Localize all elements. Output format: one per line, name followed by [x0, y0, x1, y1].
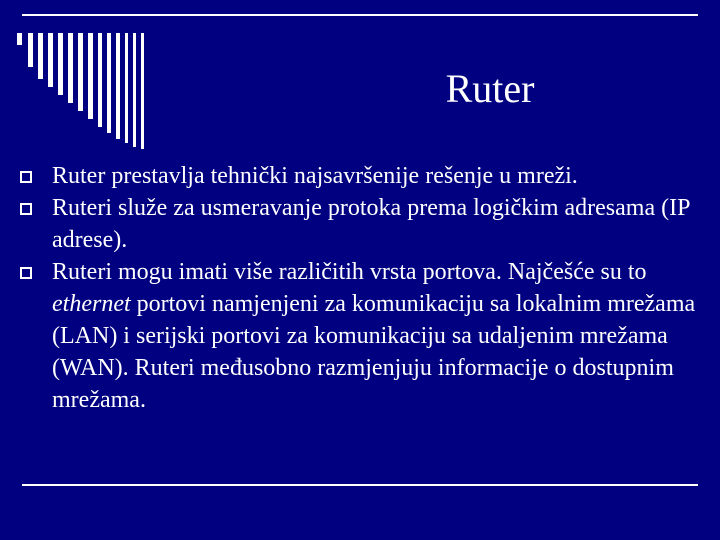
hollow-square-bullet-icon	[20, 171, 32, 183]
bullet-text-after: portovi namjenjeni za komunikaciju sa lokalnim mrežama (LAN) i serijski portovi za komunikaciju sa udaljenim mrežama (WAN). Ruteri međusobno razmjenjuju informacije o dostupnim mrežama.	[52, 291, 696, 413]
bullet-text: Ruter prestavlja tehnički najsavršenije rešenje u mreži.	[52, 163, 578, 189]
bullet-item	[18, 192, 698, 256]
top-rule	[22, 14, 698, 16]
bullet-list	[18, 160, 698, 416]
bottom-rule	[22, 484, 698, 486]
hollow-square-bullet-icon	[20, 267, 32, 279]
slide-title: Ruter	[445, 66, 535, 111]
hollow-square-bullet-icon	[20, 203, 32, 215]
vertical-stripes-decoration	[17, 33, 157, 149]
bullet-text-before: Ruteri mogu imati više različitih vrsta portova. Najčešće su to	[52, 259, 647, 285]
bullet-text: Ruteri služe za usmeravanje protoka prema logičkim adresama (IP adrese).	[52, 195, 690, 253]
bullet-item	[18, 160, 698, 192]
bullet-text-emphasis: ethernet	[52, 291, 131, 317]
bullet-item	[18, 256, 698, 416]
